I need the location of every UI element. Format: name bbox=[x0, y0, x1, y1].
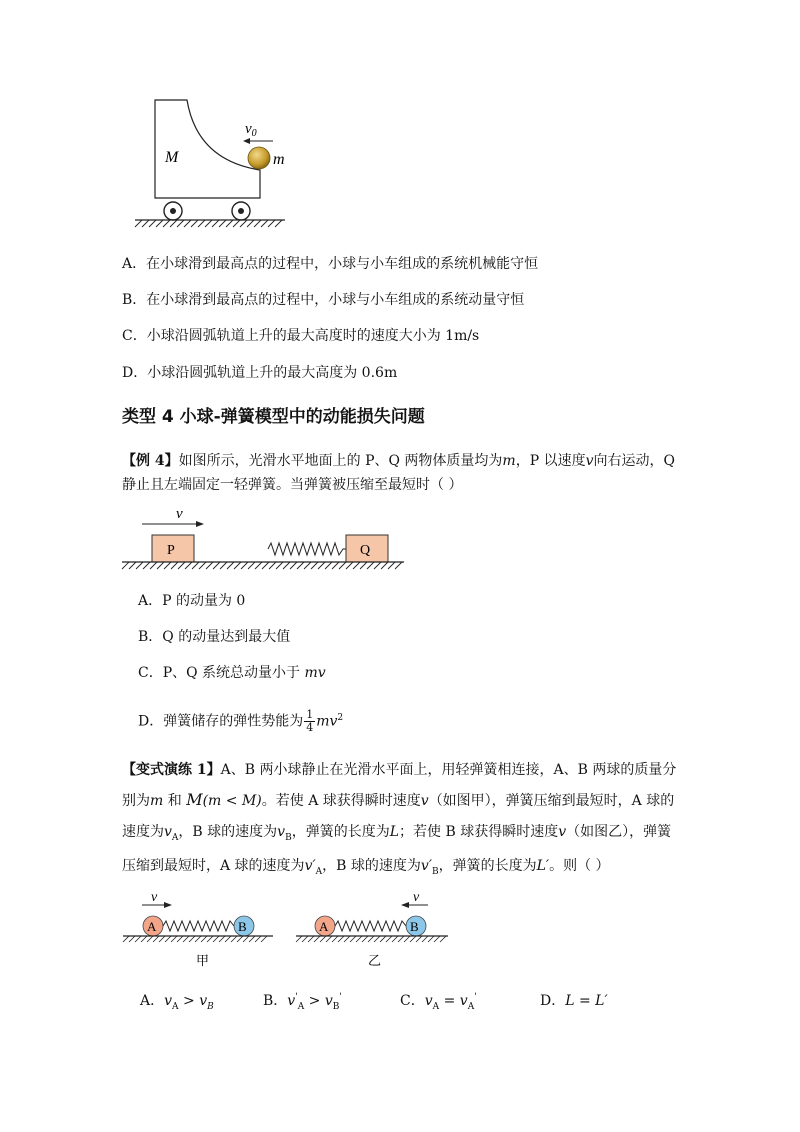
ground-hatch bbox=[283, 562, 290, 569]
ground-hatch bbox=[195, 936, 201, 942]
ground-hatch bbox=[122, 562, 129, 569]
ground-hatch bbox=[189, 936, 195, 942]
ground-hatch bbox=[237, 936, 243, 942]
ground-hatch bbox=[356, 936, 362, 942]
prev-option-b: B．在小球滑到最高点的过程中，小球与小车组成的系统动量守恒 bbox=[122, 292, 525, 308]
ground-hatch bbox=[153, 936, 159, 942]
example4-line2: 静止且左端固定一轻弹簧。当弹簧被压缩至最短时（ ） bbox=[122, 477, 463, 493]
ground-hatch bbox=[255, 562, 262, 569]
prev-option-d: D．小球沿圆弧轨道上升的最大高度为 0.6m bbox=[122, 365, 398, 381]
ground-hatch bbox=[249, 936, 255, 942]
ground-hatch bbox=[213, 562, 220, 569]
svg-text:B: B bbox=[238, 919, 247, 934]
variant1-line1: 【变式演练 1】A、B 两小球静止在光滑水平面上，用轻弹簧相连接，A、B 两球的质量分 bbox=[122, 762, 677, 778]
prev-option-a: A．在小球滑到最高点的过程中，小球与小车组成的系统机械能守恒 bbox=[122, 256, 539, 272]
ground-hatch bbox=[241, 562, 248, 569]
svg-text:A: A bbox=[319, 919, 329, 934]
ground-hatch bbox=[141, 936, 147, 942]
ground-hatch bbox=[362, 936, 368, 942]
ground-hatch bbox=[338, 936, 344, 942]
variant1-line3: 速度为$v_A$，B 球的速度为$v_B$，弹簧的长度为L；若使 B 球获得瞬时速度v（如图乙），弹簧 bbox=[122, 824, 672, 843]
ground-hatch bbox=[318, 562, 325, 569]
ground-hatch bbox=[276, 562, 283, 569]
ground-hatch bbox=[320, 936, 326, 942]
ground-hatch bbox=[183, 936, 189, 942]
ground-hatch bbox=[367, 562, 374, 569]
ground-hatch bbox=[261, 936, 267, 942]
ground-hatch bbox=[135, 936, 141, 942]
ground-hatch bbox=[213, 936, 219, 942]
spring bbox=[268, 543, 346, 555]
ground-hatch bbox=[374, 936, 380, 942]
ground-hatch bbox=[275, 220, 282, 227]
ground-hatch bbox=[220, 562, 227, 569]
section-title: 类型 4 小球-弹簧模型中的动能损失问题 bbox=[122, 407, 425, 427]
ground-hatch bbox=[142, 220, 149, 227]
ground-hatch bbox=[339, 562, 346, 569]
ground-hatch bbox=[234, 562, 241, 569]
svg-text:Q: Q bbox=[360, 543, 371, 558]
ground-hatch bbox=[227, 562, 234, 569]
spring-jia bbox=[163, 921, 234, 931]
ground-hatch bbox=[254, 220, 261, 227]
ground-hatch bbox=[296, 936, 302, 942]
ground-hatch bbox=[135, 220, 142, 227]
ground-hatch bbox=[219, 220, 226, 227]
ground-hatch bbox=[262, 562, 269, 569]
ground-hatch bbox=[332, 562, 339, 569]
ground-hatch bbox=[422, 936, 428, 942]
v-label-jia: v bbox=[151, 890, 158, 905]
ground-hatch bbox=[350, 936, 356, 942]
ground-hatch bbox=[225, 936, 231, 942]
ground-hatch bbox=[159, 936, 165, 942]
ground-hatch bbox=[164, 562, 171, 569]
ground-hatch bbox=[344, 936, 350, 942]
ground-hatch bbox=[326, 936, 332, 942]
ground-hatch bbox=[398, 936, 404, 942]
ground-hatch bbox=[150, 562, 157, 569]
ground-hatch bbox=[170, 220, 177, 227]
ground-hatch bbox=[136, 562, 143, 569]
ab-spring-figures bbox=[118, 888, 458, 973]
ground-hatch bbox=[269, 562, 276, 569]
caption-yi: 乙 bbox=[368, 953, 382, 968]
ground-hatch bbox=[165, 936, 171, 942]
ground-hatch bbox=[290, 562, 297, 569]
ground-hatch bbox=[368, 936, 374, 942]
pq-spring-figure bbox=[120, 505, 410, 580]
ground-hatch bbox=[171, 936, 177, 942]
variant1-line2: 别为m 和 M(m < M)。若使 A 球获得瞬时速度v（如图甲），弹簧压缩到最短时，A 球的 bbox=[122, 790, 675, 809]
ground-hatch bbox=[149, 220, 156, 227]
ground-hatch bbox=[178, 562, 185, 569]
ground-hatch bbox=[199, 562, 206, 569]
ground-hatch bbox=[261, 220, 268, 227]
svg-text:B: B bbox=[410, 919, 419, 934]
ground-hatch bbox=[226, 220, 233, 227]
svg-text:P: P bbox=[167, 543, 175, 558]
ground-hatch bbox=[129, 562, 136, 569]
ground-hatch bbox=[302, 936, 308, 942]
mass-m-label: m bbox=[273, 151, 285, 168]
ground-hatch bbox=[381, 562, 388, 569]
ground-hatch bbox=[207, 936, 213, 942]
ground-hatch bbox=[311, 562, 318, 569]
v-label: v bbox=[176, 506, 183, 522]
ground-hatch bbox=[388, 562, 395, 569]
spring-yi bbox=[335, 921, 406, 931]
ground-hatch bbox=[198, 220, 205, 227]
ground-hatch bbox=[184, 220, 191, 227]
ground-hatch bbox=[268, 220, 275, 227]
v0-label: $v_0$ bbox=[245, 121, 257, 139]
ground-hatch bbox=[404, 936, 410, 942]
ground-hatch bbox=[360, 562, 367, 569]
ground-hatch bbox=[248, 562, 255, 569]
mass-M-label: M bbox=[165, 149, 179, 166]
ground-hatch bbox=[353, 562, 360, 569]
ground-hatch bbox=[171, 562, 178, 569]
ground-hatch bbox=[156, 220, 163, 227]
variant1-line4: 压缩到最短时，A 球的速度为$v'_A$，B 球的速度为$v'_B$，弹簧的长度为L′。则（ ） bbox=[122, 858, 610, 877]
example4-option-d: D．弹簧储存的弹性势能为 $\frac{1}{4}$ $mv^2$ bbox=[138, 708, 344, 735]
variant1-option-c: C．$v_A = v_A'$ bbox=[400, 992, 477, 1012]
ground-hatch bbox=[416, 936, 422, 942]
ground-hatch bbox=[185, 562, 192, 569]
ground-hatch bbox=[147, 936, 153, 942]
variant1-option-d: D．L = L′ bbox=[540, 993, 608, 1009]
ground-hatch bbox=[374, 562, 381, 569]
ground-hatch bbox=[177, 936, 183, 942]
v-label-yi: v bbox=[413, 890, 420, 905]
ball bbox=[248, 147, 270, 169]
ground-hatch bbox=[428, 936, 434, 942]
ground-hatch bbox=[143, 562, 150, 569]
ground-hatch bbox=[434, 936, 440, 942]
variant1-option-b: B．$v'_A > v_B'$ bbox=[263, 992, 342, 1012]
ground-hatch bbox=[386, 936, 392, 942]
ground-hatch bbox=[205, 220, 212, 227]
ground-hatch bbox=[191, 220, 198, 227]
ground-hatch bbox=[206, 562, 213, 569]
ground-hatch bbox=[243, 936, 249, 942]
ground-hatch bbox=[440, 936, 446, 942]
ground-hatch bbox=[157, 562, 164, 569]
ground-hatch bbox=[201, 936, 207, 942]
ground-hatch bbox=[129, 936, 135, 942]
example4-option-c: C．P、Q 系统总动量小于 mv bbox=[138, 665, 326, 681]
caption-jia: 甲 bbox=[196, 953, 210, 968]
ground-hatch bbox=[410, 936, 416, 942]
ground-hatch bbox=[308, 936, 314, 942]
example4-option-a: A．P 的动量为 0 bbox=[138, 593, 246, 609]
ground-hatch bbox=[395, 562, 402, 569]
ground-hatch bbox=[212, 220, 219, 227]
ground-hatch bbox=[219, 936, 225, 942]
ground-hatch bbox=[346, 562, 353, 569]
ground-hatch bbox=[177, 220, 184, 227]
ground-hatch bbox=[325, 562, 332, 569]
ground-hatch bbox=[163, 220, 170, 227]
ground-hatch bbox=[240, 220, 247, 227]
ground-hatch bbox=[123, 936, 129, 942]
ground-hatch bbox=[380, 936, 386, 942]
ground-hatch bbox=[231, 936, 237, 942]
ground-hatch bbox=[314, 936, 320, 942]
ground-hatch bbox=[247, 220, 254, 227]
example4-line1: 【例 4】如图所示，光滑水平地面上的 P、Q 两物体质量均为m，P 以速度v向右运动，Q bbox=[122, 453, 675, 469]
ground-hatch bbox=[392, 936, 398, 942]
ground-hatch bbox=[192, 562, 199, 569]
ground-hatch bbox=[297, 562, 304, 569]
svg-text:A: A bbox=[147, 919, 157, 934]
ground-hatch bbox=[255, 936, 261, 942]
cart-ball-figure bbox=[125, 95, 295, 230]
variant1-option-a: A．$v_A > v_B$ bbox=[140, 993, 214, 1012]
ground-hatch bbox=[304, 562, 311, 569]
ground-hatch bbox=[233, 220, 240, 227]
prev-option-c: C．小球沿圆弧轨道上升的最大高度时的速度大小为 1m/s bbox=[122, 328, 480, 344]
ground-hatch bbox=[332, 936, 338, 942]
example4-option-b: B．Q 的动量达到最大值 bbox=[138, 629, 291, 645]
